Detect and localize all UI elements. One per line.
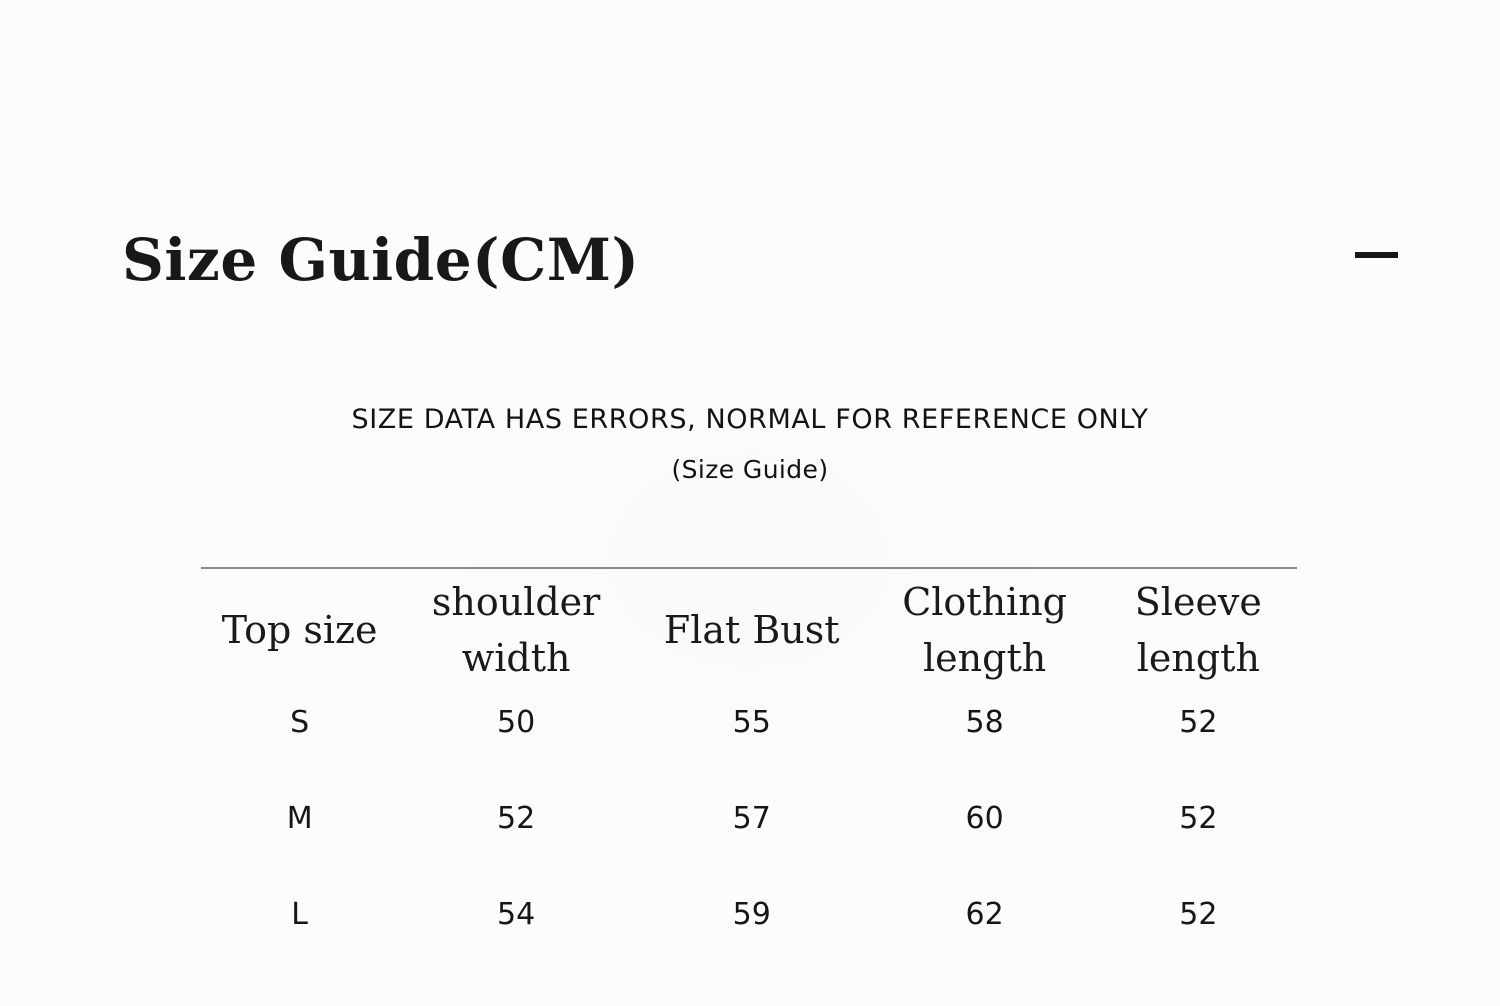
collapse-section-button[interactable] xyxy=(1343,240,1409,270)
header-shoulder-width-line1: shoulder xyxy=(431,579,601,624)
size-label-cell: L xyxy=(291,897,308,932)
measurement-cell: 52 xyxy=(1179,705,1218,740)
measurement-cell: 60 xyxy=(965,801,1004,836)
size-table-header-row xyxy=(201,569,1297,690)
size-notice-subtext: (Size Guide) xyxy=(671,455,829,484)
minus-icon xyxy=(1355,252,1398,258)
header-shoulder-width-line2: width xyxy=(461,635,571,680)
measurement-cell: 55 xyxy=(732,705,771,740)
header-top-size xyxy=(201,569,398,690)
header-clothing-length xyxy=(870,569,1100,690)
size-table-container xyxy=(201,567,1297,978)
table-row-s xyxy=(201,690,1297,786)
header-shoulder-width xyxy=(398,569,634,690)
measurement-cell: 57 xyxy=(732,801,771,836)
header-sleeve-length-line1: Sleeve xyxy=(1134,579,1262,624)
header-sleeve-length xyxy=(1100,569,1297,690)
measurement-cell: 50 xyxy=(496,705,536,740)
measurement-cell: 58 xyxy=(965,705,1004,740)
table-row-l xyxy=(201,882,1297,978)
measurement-cell: 62 xyxy=(965,897,1004,932)
size-label-cell: M xyxy=(286,801,313,836)
header-flat-bust-label: Flat Bust xyxy=(663,607,840,652)
header-clothing-length-line1: Clothing xyxy=(902,579,1067,624)
header-clothing-length-line2: length xyxy=(923,635,1047,680)
table-row-m xyxy=(201,786,1297,882)
measurement-cell: 54 xyxy=(496,897,536,932)
header-top-size-label: Top size xyxy=(221,607,378,652)
size-notice-text: SIZE DATA HAS ERRORS, NORMAL FOR REFERENCE ONLY xyxy=(351,404,1149,435)
size-label-cell: S xyxy=(290,705,310,740)
header-sleeve-length-line2: length xyxy=(1136,635,1260,680)
measurement-cell: 59 xyxy=(732,897,771,932)
header-flat-bust xyxy=(634,569,870,690)
size-table xyxy=(201,569,1297,978)
page-title: Size Guide(CM) xyxy=(122,226,640,294)
size-notice xyxy=(0,404,1500,484)
measurement-cell: 52 xyxy=(1179,897,1218,932)
measurement-cell: 52 xyxy=(1179,801,1218,836)
measurement-cell: 52 xyxy=(496,801,536,836)
